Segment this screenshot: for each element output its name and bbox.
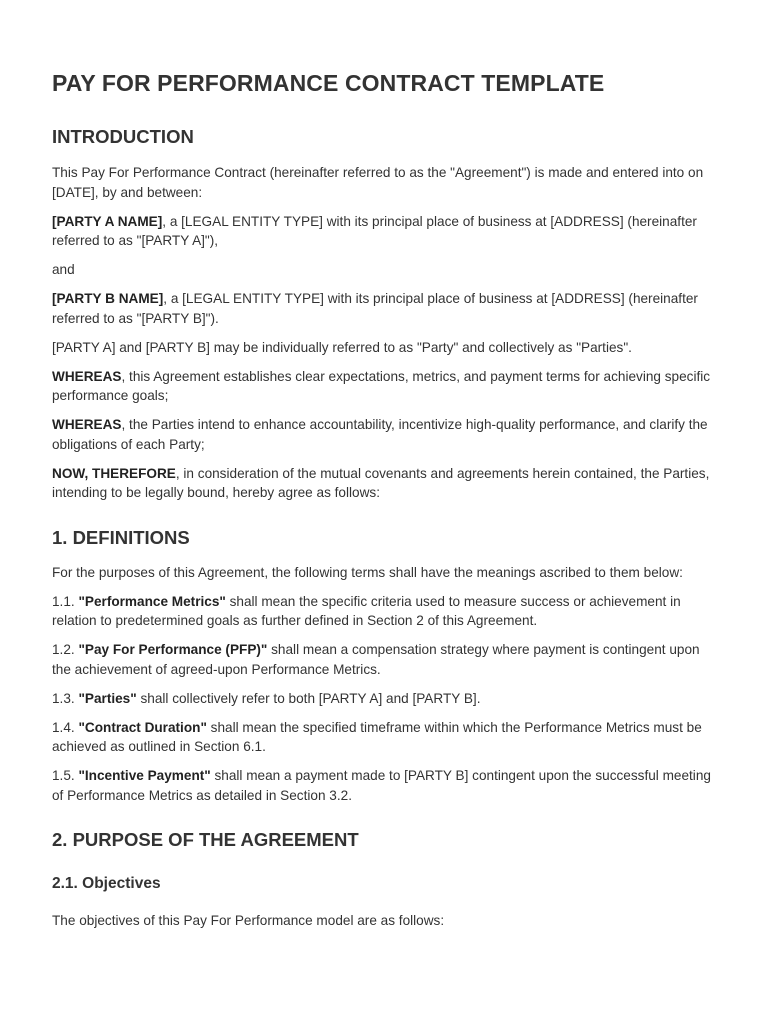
party-a-name: [PARTY A NAME] [52,213,163,229]
party-a-paragraph [52,212,720,251]
document-title: PAY FOR PERFORMANCE CONTRACT TEMPLATE [52,70,605,96]
whereas-paragraph-1 [52,367,720,406]
intro-paragraph: This Pay For Performance Contract (hereinafter referred to as the "Agreement") is made and entered into on [DATE], by and between: [52,165,704,200]
definitions-intro: For the purposes of this Agreement, the following terms shall have the meanings ascribed to them below: [52,564,683,580]
definition-number: 1.2. [52,642,79,657]
definition-number: 1.3. [52,690,79,706]
whereas-text-2: , the Parties intend to enhance accountability, incentivize high-quality performance, and clarify the obligations of each Party; [52,417,708,452]
now-therefore-text: , in consideration of the mutual covenants and agreements herein contained, the Parties, intending to be legally bound, hereby agree as follows: [52,465,710,500]
definition-number: 1.1. [52,593,79,609]
definition-term: "Pay For Performance (PFP)" [78,642,268,657]
now-therefore-label: NOW, THEREFORE [52,465,176,481]
whereas-text-1: , this Agreement establishes clear expectations, metrics, and payment terms for achieving specific performance goals; [52,368,711,403]
and-text: and [52,262,75,277]
now-therefore-paragraph [52,464,720,503]
definition-term: "Incentive Payment" [78,768,211,783]
party-a-details: , a [LEGAL ENTITY TYPE] with its principal place of business at [ADDRESS] (hereinafter referred to as "[PARTY A]"), [52,213,697,248]
definition-text: shall collectively refer to both [PARTY A] and [PARTY B]. [136,690,481,706]
definition-number: 1.5. [52,768,79,783]
definition-item [52,718,720,757]
definitions-heading: 1. DEFINITIONS [52,526,190,548]
purpose-heading: 2. PURPOSE OF THE AGREEMENT [52,829,359,850]
definition-item [52,689,720,709]
party-b-details: , a [LEGAL ENTITY TYPE] with its principal place of business at [ADDRESS] (hereinafter referred to as "[PARTY B]"). [52,291,698,326]
objectives-heading: 2.1. Objectives [52,875,161,892]
definition-text: shall mean a compensation strategy where payment is contingent upon the achievement of agreed-upon Performance Metrics. [52,642,700,677]
definition-item [52,766,720,805]
definition-term: "Contract Duration" [78,719,207,735]
definition-term: "Performance Metrics" [78,593,226,609]
party-b-paragraph [52,289,720,328]
definition-number: 1.4. [52,719,79,735]
definition-text: shall mean a payment made to [PARTY B] contingent upon the successful meeting of Performance Metrics as detailed in Section 3.2. [52,768,711,803]
objectives-text: The objectives of this Pay For Performance model are as follows: [52,913,445,928]
party-b-name: [PARTY B NAME] [52,291,164,306]
whereas-label-1: WHEREAS [52,368,122,384]
definition-text: shall mean the specific criteria used to measure success or achievement in relation to predetermined goals as further defined in Section 2 of this Agreement. [52,593,681,628]
whereas-label-2: WHEREAS [52,417,122,432]
definition-term: "Parties" [78,690,137,706]
definition-item [52,640,720,679]
introduction-heading: INTRODUCTION [52,126,194,147]
definition-item [52,592,720,631]
parties-paragraph: [PARTY A] and [PARTY B] may be individually referred to as "Party" and collectively as "Parties". [52,339,632,355]
whereas-paragraph-2 [52,415,720,454]
definition-text: shall mean the specified timeframe within which the Performance Metrics must be achieved as outlined in Section 6.1. [52,719,702,754]
